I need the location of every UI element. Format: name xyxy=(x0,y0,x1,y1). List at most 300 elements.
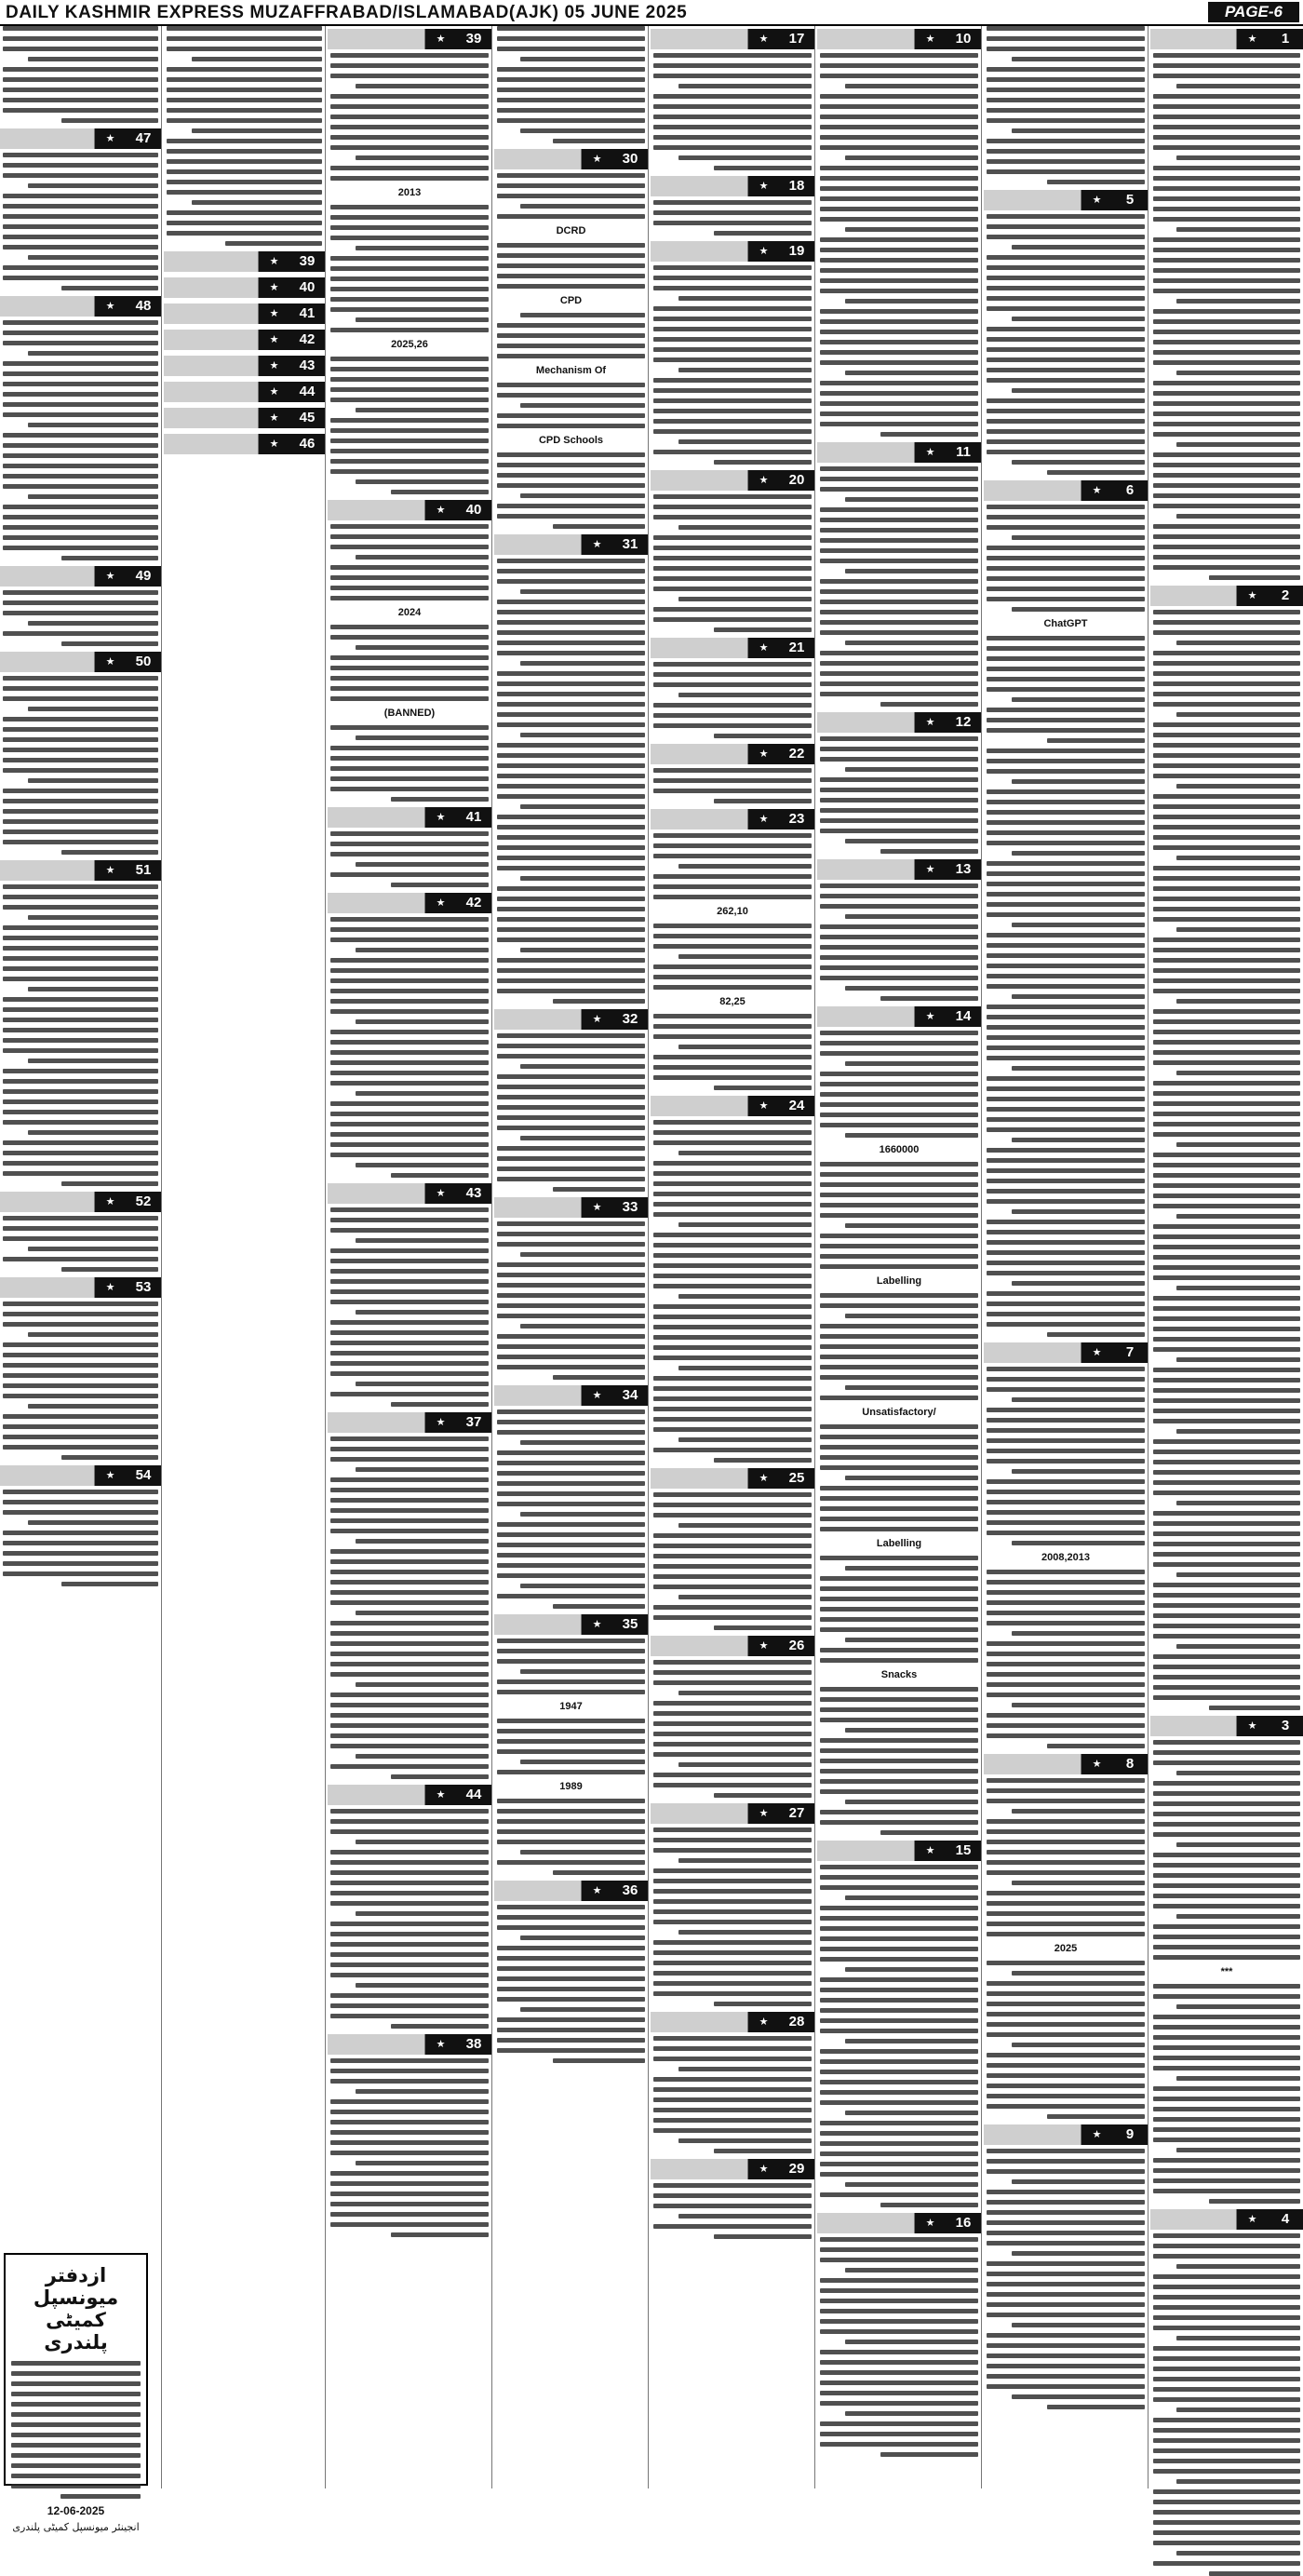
advert-text-line xyxy=(11,2463,141,2468)
text-line xyxy=(330,1870,489,1875)
text-line xyxy=(987,505,1145,509)
text-line xyxy=(330,469,489,474)
text-line xyxy=(653,1120,812,1125)
notice-number: 33 xyxy=(612,1197,648,1218)
text-line xyxy=(330,1529,489,1533)
text-line xyxy=(356,1091,489,1096)
text-line xyxy=(1153,610,1300,614)
text-line xyxy=(3,686,158,691)
text-line xyxy=(1153,897,1300,901)
text-line xyxy=(653,723,812,728)
text-line xyxy=(1153,1388,1300,1393)
text-line xyxy=(1153,1460,1300,1464)
text-line xyxy=(820,1396,978,1400)
text-line xyxy=(497,1334,645,1339)
text-line xyxy=(330,852,489,856)
text-line xyxy=(497,1553,645,1558)
text-line xyxy=(653,1345,812,1350)
text-line xyxy=(330,696,489,701)
text-line xyxy=(3,173,158,178)
text-line xyxy=(987,214,1145,219)
notice-header-fill xyxy=(164,330,258,350)
notice-header-bar xyxy=(494,1197,648,1218)
text-line xyxy=(987,1641,1145,1646)
text-line xyxy=(820,2029,978,2033)
text-line xyxy=(1153,2397,1300,2402)
text-line xyxy=(653,2224,812,2229)
notice-header-bar xyxy=(651,470,814,491)
text-line xyxy=(820,1707,978,1712)
text-line xyxy=(330,176,489,181)
text-line xyxy=(653,1192,812,1196)
text-line xyxy=(653,1827,812,1832)
text-line xyxy=(497,1649,645,1653)
text-line xyxy=(330,2099,489,2104)
text-line xyxy=(330,2192,489,2196)
text-line xyxy=(3,956,158,961)
notice-tag-icon xyxy=(914,442,946,463)
text-line xyxy=(987,1097,1145,1101)
text-line xyxy=(653,789,812,793)
text-line xyxy=(1012,779,1145,784)
text-line xyxy=(330,2120,489,2124)
notice-text xyxy=(984,1367,1148,1748)
text-line xyxy=(820,2380,978,2385)
text-line xyxy=(497,2017,645,2022)
text-line xyxy=(167,26,322,31)
text-line xyxy=(497,753,645,758)
text-line xyxy=(987,515,1145,519)
text-line xyxy=(653,1202,812,1207)
text-line xyxy=(1153,1316,1300,1321)
notice-header-fill xyxy=(494,1197,581,1218)
text-line xyxy=(3,402,158,407)
notice-item xyxy=(328,1183,491,1407)
notice-tag-icon xyxy=(1081,2124,1112,2145)
text-line xyxy=(1153,2254,1300,2259)
text-line xyxy=(3,1257,158,1261)
text-line xyxy=(497,1987,645,1991)
text-line xyxy=(987,419,1145,424)
text-line xyxy=(653,317,812,321)
text-line xyxy=(987,1189,1145,1194)
text-line xyxy=(653,1971,812,1976)
text-line xyxy=(987,286,1145,290)
text-line xyxy=(330,287,489,291)
text-line xyxy=(3,1089,158,1094)
text-line xyxy=(28,183,158,188)
text-line xyxy=(820,217,978,222)
text-line xyxy=(1153,886,1300,891)
text-line xyxy=(330,1723,489,1728)
notice-header-fill xyxy=(651,29,747,49)
notice-item xyxy=(651,29,814,170)
notice-text xyxy=(1150,53,1303,580)
text-line xyxy=(820,1998,978,2003)
text-line xyxy=(391,1774,489,1779)
notice-header-bar xyxy=(817,712,981,733)
text-line xyxy=(520,1584,645,1588)
notice-header-bar xyxy=(494,1009,648,1030)
notice-header-bar xyxy=(494,1614,648,1635)
text-line xyxy=(330,625,489,629)
text-line xyxy=(497,424,645,428)
text-line xyxy=(987,1819,1145,1824)
text-line xyxy=(820,411,978,416)
text-line xyxy=(1153,1791,1300,1796)
text-line xyxy=(820,94,978,99)
text-line xyxy=(356,317,489,322)
text-line xyxy=(497,1997,645,2002)
notice-text xyxy=(494,1033,648,1192)
text-line xyxy=(653,1171,812,1176)
text-line xyxy=(1176,641,1300,645)
text-line xyxy=(653,135,812,140)
text-line xyxy=(1209,2571,1300,2576)
text-line xyxy=(820,2350,978,2354)
text-line xyxy=(845,1566,978,1571)
text-line xyxy=(714,2002,812,2006)
text-line xyxy=(1153,794,1300,799)
notice-header-bar xyxy=(651,744,814,764)
text-line xyxy=(1153,1613,1300,1618)
text-line xyxy=(653,1448,812,1452)
notice-header-bar xyxy=(328,1412,491,1433)
text-line xyxy=(987,708,1145,712)
text-line xyxy=(330,917,489,922)
notice-header-fill xyxy=(984,1754,1081,1774)
text-line xyxy=(330,215,489,220)
text-line xyxy=(987,1240,1145,1245)
text-line xyxy=(1153,1081,1300,1086)
text-line xyxy=(1209,2199,1300,2204)
text-line xyxy=(497,1491,645,1496)
text-line xyxy=(1176,2004,1300,2009)
text-line xyxy=(678,525,812,530)
text-line xyxy=(1012,1809,1145,1814)
text-line xyxy=(820,528,978,533)
text-line xyxy=(1153,145,1300,150)
notice-item xyxy=(328,2034,491,2237)
notice-text xyxy=(0,676,161,855)
text-line xyxy=(653,833,812,838)
text-line xyxy=(1153,958,1300,963)
text-line xyxy=(845,1314,978,1318)
notice-tag-icon xyxy=(914,859,946,880)
text-line xyxy=(497,1115,645,1120)
text-line xyxy=(820,945,978,950)
notice-header-fill xyxy=(651,1468,747,1489)
text-line xyxy=(1153,733,1300,737)
text-line xyxy=(820,330,978,334)
text-line xyxy=(3,737,158,742)
text-line xyxy=(820,278,978,283)
text-line xyxy=(653,1243,812,1248)
inline-latin-text: 1660000 xyxy=(820,1143,978,1156)
notice-text xyxy=(494,559,648,1004)
text-line xyxy=(3,590,158,595)
notice-text xyxy=(328,1809,491,2029)
notice-tag-icon xyxy=(258,408,289,428)
text-line xyxy=(1176,2479,1300,2484)
notice-number: 10 xyxy=(946,29,981,49)
text-line xyxy=(987,1148,1145,1153)
notice-item xyxy=(328,1412,491,1779)
text-line xyxy=(1153,1832,1300,1837)
text-line xyxy=(497,600,645,604)
text-line xyxy=(497,108,645,113)
text-line xyxy=(845,1728,978,1733)
text-line xyxy=(1153,815,1300,819)
text-line xyxy=(497,1471,645,1476)
text-line xyxy=(987,943,1145,948)
text-line xyxy=(3,1571,158,1576)
text-line xyxy=(1176,2264,1300,2269)
text-line xyxy=(987,2190,1145,2194)
notice-text xyxy=(651,1660,814,1798)
text-line xyxy=(653,607,812,612)
text-line xyxy=(1153,1327,1300,1331)
advert-text-line xyxy=(11,2402,141,2407)
text-line xyxy=(987,1850,1145,1854)
text-line xyxy=(330,1392,489,1396)
text-line xyxy=(987,1220,1145,1224)
notice-tag-icon xyxy=(914,1006,946,1027)
text-line xyxy=(1176,1142,1300,1147)
text-line xyxy=(987,118,1145,123)
text-line xyxy=(1153,1593,1300,1598)
text-line xyxy=(391,1173,489,1178)
text-line xyxy=(987,2292,1145,2297)
text-line xyxy=(520,1669,645,1674)
text-line xyxy=(653,1711,812,1716)
text-line xyxy=(497,67,645,72)
text-line xyxy=(653,2193,812,2198)
notice-number: 48 xyxy=(126,296,161,317)
text-line xyxy=(1153,473,1300,478)
text-line xyxy=(3,361,158,366)
notice-tag-icon xyxy=(747,241,779,262)
text-line xyxy=(653,843,812,848)
text-line xyxy=(330,756,489,761)
notice-item xyxy=(328,807,491,887)
text-line xyxy=(820,1789,978,1794)
text-line xyxy=(820,1496,978,1501)
text-line xyxy=(987,357,1145,362)
text-line xyxy=(880,702,978,707)
text-line xyxy=(653,1014,812,1018)
text-line xyxy=(497,2028,645,2032)
text-line xyxy=(497,1461,645,1465)
text-line xyxy=(820,340,978,344)
text-line xyxy=(987,265,1145,270)
notice-item xyxy=(651,2159,814,2239)
text-line xyxy=(1153,2326,1300,2330)
text-line xyxy=(1153,1853,1300,1857)
text-line xyxy=(3,717,158,722)
text-line xyxy=(330,1570,489,1574)
text-line xyxy=(3,1018,158,1022)
text-line xyxy=(497,1054,645,1059)
text-line xyxy=(845,497,978,502)
text-line xyxy=(497,2038,645,2043)
notice-tag-icon xyxy=(258,330,289,350)
text-line xyxy=(28,494,158,499)
notice-number: 27 xyxy=(779,1803,814,1824)
inline-latin-text: (BANNED) xyxy=(330,707,489,720)
text-line xyxy=(1047,1744,1145,1748)
text-line xyxy=(987,1621,1145,1625)
notice-tag-icon xyxy=(581,1009,612,1030)
text-line xyxy=(987,800,1145,804)
notice-number: 32 xyxy=(612,1009,648,1030)
notice-tag-icon xyxy=(94,1465,126,1486)
text-line xyxy=(845,569,978,573)
text-line xyxy=(1012,317,1145,321)
text-line xyxy=(1153,1132,1300,1137)
text-line xyxy=(845,2340,978,2344)
advert-text-line xyxy=(11,2433,141,2437)
text-line xyxy=(3,235,158,239)
text-line xyxy=(1153,681,1300,686)
text-line xyxy=(3,1038,158,1043)
text-line xyxy=(987,677,1145,681)
text-line xyxy=(987,26,1145,31)
notice-tag-icon xyxy=(1081,190,1112,210)
notice-tag-icon xyxy=(94,128,126,149)
text-line xyxy=(653,1335,812,1340)
notice-item xyxy=(984,190,1148,475)
notice-header-fill xyxy=(328,807,424,828)
text-line xyxy=(987,439,1145,444)
inline-latin-text: 262,10 xyxy=(653,905,812,918)
text-line xyxy=(1176,1286,1300,1290)
text-line xyxy=(330,565,489,570)
text-line xyxy=(845,227,978,232)
text-line xyxy=(820,289,978,293)
text-line xyxy=(1153,135,1300,140)
text-line xyxy=(1153,2530,1300,2535)
text-line xyxy=(167,210,322,215)
notice-header-bar xyxy=(0,652,161,672)
text-line xyxy=(653,2128,812,2133)
notice-number: 37 xyxy=(456,1412,491,1433)
text-line xyxy=(1153,1924,1300,1929)
notice-tag-icon xyxy=(424,2034,456,2055)
newspaper-title: DAILY KASHMIR EXPRESS MUZAFFRABAD/ISLAMABAD(AJK) 05 JUNE 2025 xyxy=(6,3,688,22)
notice-text xyxy=(651,1120,814,1463)
notice-tag-icon xyxy=(747,29,779,49)
text-line xyxy=(28,1247,158,1251)
text-line xyxy=(845,986,978,991)
text-line xyxy=(497,243,645,248)
notice-number: 19 xyxy=(779,241,814,262)
notice-header-fill xyxy=(817,712,914,733)
text-line xyxy=(653,1660,812,1665)
notice-item xyxy=(494,26,648,143)
text-line xyxy=(330,1891,489,1895)
text-line xyxy=(356,645,489,650)
text-line xyxy=(820,2432,978,2436)
text-line xyxy=(653,337,812,342)
text-line xyxy=(987,2169,1145,2174)
text-line xyxy=(714,1625,812,1630)
notice-number: 46 xyxy=(289,434,325,454)
text-line xyxy=(1153,1603,1300,1608)
text-line xyxy=(61,850,158,855)
text-line xyxy=(497,1809,645,1814)
text-line xyxy=(1153,2561,1300,2566)
text-line xyxy=(845,839,978,843)
text-line xyxy=(1153,1409,1300,1413)
text-line xyxy=(1153,1030,1300,1034)
text-line xyxy=(987,1199,1145,1204)
notice-item xyxy=(164,356,325,376)
text-line xyxy=(520,804,645,809)
text-line xyxy=(356,1310,489,1315)
notice-tag-icon xyxy=(424,893,456,913)
text-line xyxy=(1153,1419,1300,1423)
text-line xyxy=(987,1035,1145,1040)
text-line xyxy=(1153,2138,1300,2142)
text-line xyxy=(3,484,158,489)
text-line xyxy=(845,1967,978,1972)
notice-number: 40 xyxy=(456,500,491,520)
text-line xyxy=(356,555,489,560)
text-line xyxy=(820,1738,978,1743)
text-line xyxy=(678,1762,812,1767)
notice-tag-icon xyxy=(914,1841,946,1861)
text-line xyxy=(653,115,812,119)
text-line xyxy=(1153,743,1300,748)
notice-tag-icon xyxy=(914,29,946,49)
text-line xyxy=(653,221,812,225)
text-line xyxy=(553,1604,645,1609)
text-line xyxy=(1153,452,1300,457)
text-line xyxy=(820,381,978,385)
text-line xyxy=(330,166,489,170)
text-line xyxy=(1153,1822,1300,1827)
notice-number: 53 xyxy=(126,1277,161,1298)
notice-header-bar xyxy=(0,1465,161,1486)
text-line xyxy=(330,1030,489,1034)
text-line xyxy=(820,2401,978,2406)
notice-text xyxy=(1150,610,1303,1710)
text-line xyxy=(820,2299,978,2303)
notice-header-bar xyxy=(494,534,648,555)
text-line xyxy=(520,1136,645,1140)
text-line xyxy=(820,1375,978,1380)
text-line xyxy=(3,696,158,701)
text-line xyxy=(678,693,812,697)
text-line xyxy=(653,1879,812,1883)
text-line xyxy=(820,559,978,563)
text-line xyxy=(820,466,978,471)
text-line xyxy=(1153,804,1300,809)
text-line xyxy=(330,276,489,281)
text-line xyxy=(3,515,158,519)
notice-item xyxy=(984,1754,1148,2119)
text-line xyxy=(987,2149,1145,2153)
text-line xyxy=(845,2268,978,2273)
text-line xyxy=(330,1744,489,1748)
text-line xyxy=(1047,738,1145,743)
notice-tag-icon xyxy=(258,382,289,402)
notice-item xyxy=(164,303,325,324)
text-line xyxy=(61,1582,158,1586)
notice-text xyxy=(651,53,814,170)
text-line xyxy=(3,829,158,834)
